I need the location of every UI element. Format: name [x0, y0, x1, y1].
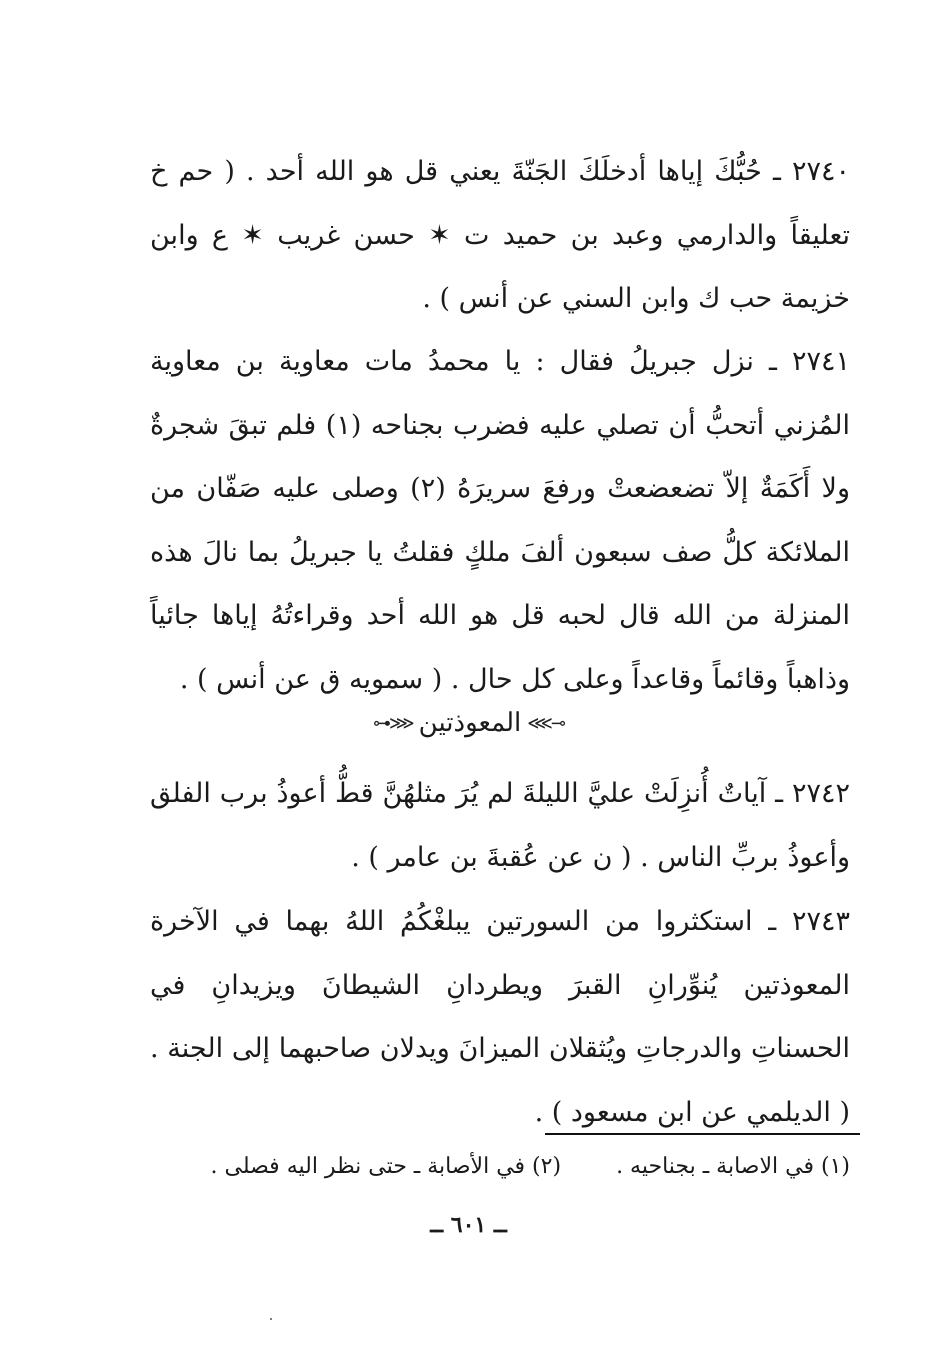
- page-number: ــ ٦٠١ ــ: [430, 1212, 507, 1238]
- hadith-2741: ٢٧٤١ ـ نزل جبريلُ فقال : يا محمدُ مات معاوية بن معاوية المُزني أتحبُّ أن تصلي عليه فضرب بجناحه (١) فلم تبقَ شجرةٌ ولا أَكَمَةٌ إلاّ تضعضعتْ ورفعَ سريرَهُ (٢) وصلى عليه صَفّان من الملائكة كلُّ صف سبعون ألفَ ملكٍ فقلتُ يا جبريلُ بما نالَ هذه المنزلة من الله قال لحبه قل هو الله أحد وقراءتُهُ إياها جائياً وذاهباً وقائماً وقاعداً وعلى كل حال . ( سمويه ق عن أنس ) .: [150, 346, 850, 695]
- footnote-divider: [545, 1133, 860, 1135]
- heading-ornament-right: ⊸⋙: [527, 712, 564, 734]
- scan-speck: [270, 1318, 272, 1320]
- heading-ornament-left: ⋘⊷: [373, 712, 413, 734]
- hadith-2742: ٢٧٤٢ ـ آياتٌ أُنزِلَتْ عليَّ الليلةَ لم يُرَ مثلهُنَّ قطُّ أعوذُ برب الفلق وأعوذُ بربِّ الناس . ( ن عن عُقبةَ بن عامر ) .: [150, 778, 850, 873]
- hadith-2743: ٢٧٤٣ ـ استكثروا من السورتين يبلغْكُمُ اللهُ بهما في الآخرة المعوذتين يُنوِّرانِ القبرَ ويطردانِ الشيطانَ ويزيدانِ في الحسناتِ والدرجاتِ ويُثقلان الميزانَ ويدلان صاحبهما إلى الجنة . ( الديلمي عن ابن مسعود ) .: [150, 906, 850, 1128]
- hadith-2740: ٢٧٤٠ ـ حُبُّكَ إياها أدخلَكَ الجَنّةَ يعني قل هو الله أحد . ( حم خ تعليقاً والدارمي وعبد بن حميد ت ✶ حسن غريب ✶ ع وابن خزيمة حب ك وابن السني عن أنس ) .: [150, 156, 850, 314]
- footnotes: [150, 1147, 850, 1187]
- section-heading-title: المعوذتين: [418, 708, 522, 738]
- footnote-1: (١) في الاصابة ـ بجناحيه .: [616, 1154, 850, 1179]
- footnote-2: (٢) في الأصابة ـ حتى نظر اليه فصلى .: [210, 1154, 562, 1179]
- section-heading: [0, 700, 937, 746]
